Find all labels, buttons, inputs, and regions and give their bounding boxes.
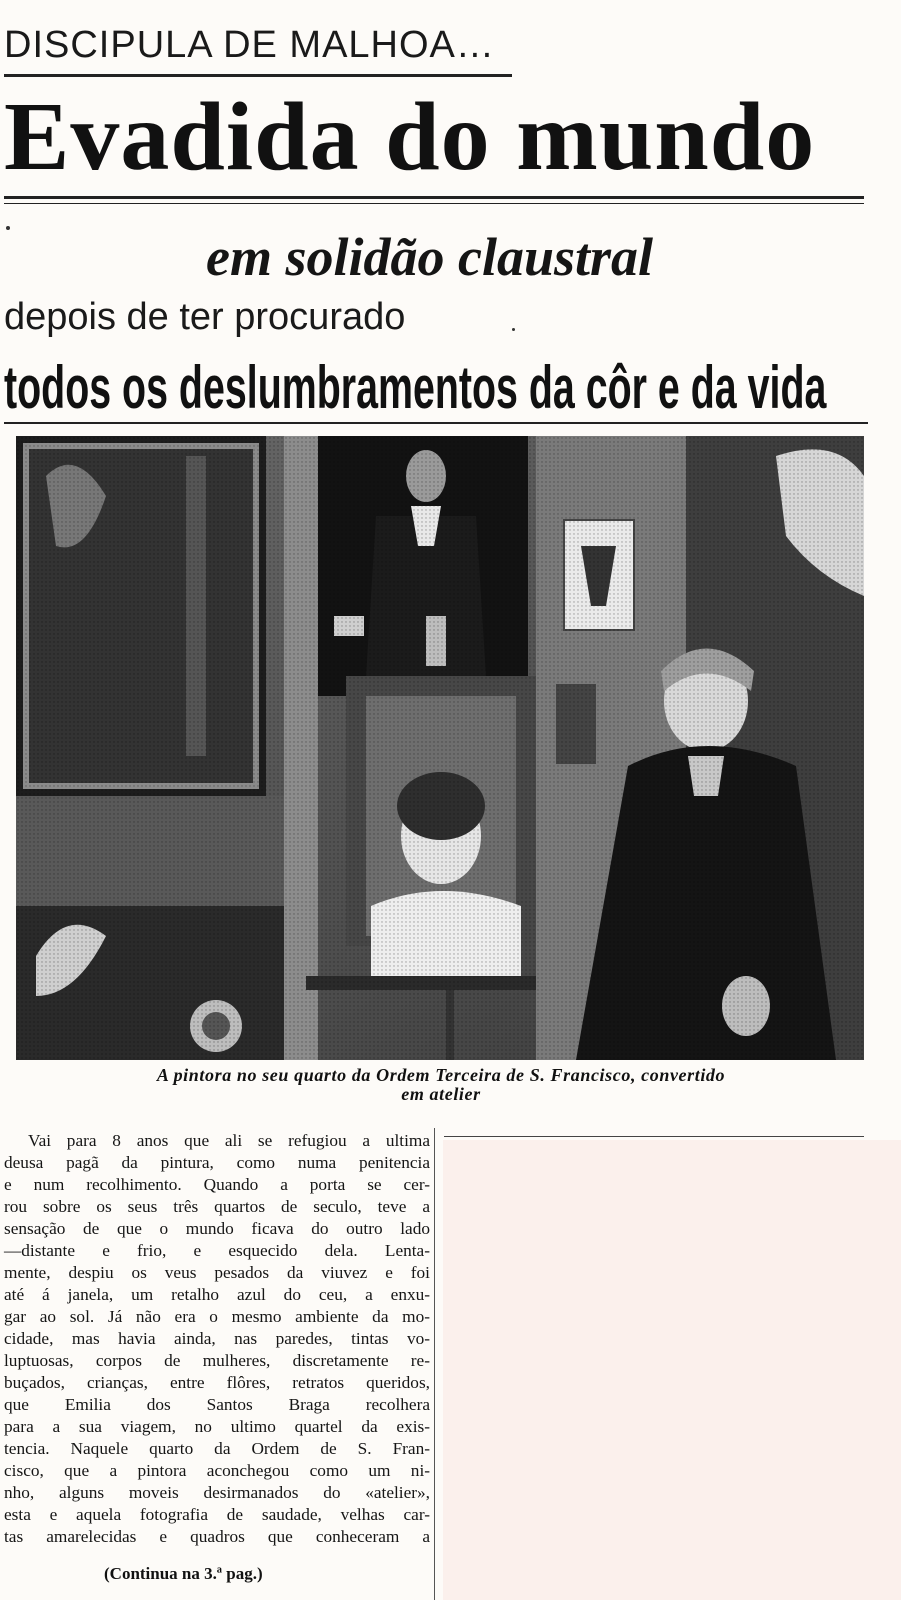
article-body: [4, 1130, 430, 1548]
article-line: nho, alguns moveis desirmanados do «atelier»,: [4, 1483, 430, 1502]
column-top-rule: [444, 1136, 864, 1137]
article-line: cisco, que a pintora aconchegou como um ni-: [4, 1461, 430, 1480]
article-line: —distante e frio, e esquecido dela. Lenta-: [4, 1241, 430, 1260]
print-speck: [6, 226, 10, 230]
article-line: que Emilia dos Santos Braga recolhera: [4, 1395, 430, 1414]
article-line: e num recolhimento. Quando a porta se cer-: [4, 1175, 430, 1194]
subhead-intro: depois de ter procurado: [4, 296, 406, 338]
caption-line-1: A pintora no seu quarto da Ordem Terceira de S. Francisco, convertido: [156, 1065, 726, 1085]
blank-column-area: [443, 1140, 901, 1600]
article-line: rou sobre os seus três quartos de seculo, teve a: [4, 1197, 430, 1216]
photo-illustration: [16, 436, 864, 1060]
subhead-italic: em solidão claustral: [206, 227, 654, 287]
article-line: tencia. Naquele quarto da Ordem de S. Fran-: [4, 1439, 430, 1458]
article-line: buçados, crianças, entre flôres, retratos queridos,: [4, 1373, 430, 1392]
article-line: luptuosas, corpos de mulheres, discretamente re-: [4, 1351, 430, 1370]
photo-caption: [16, 1066, 866, 1104]
caption-line-2: em atelier: [401, 1084, 481, 1104]
article-line: tas amarelecidas e quadros que conheceram a: [4, 1527, 430, 1546]
article-line: Vai para 8 anos que ali se refugiou a ultima: [28, 1131, 430, 1150]
subhead-rule: [4, 422, 868, 424]
article-line: mente, despiu os veus pesados da viuvez e foi: [4, 1263, 430, 1282]
headline-rule-thick: [4, 196, 864, 199]
article-line: esta e aquela fotografia de saudade, velhas car-: [4, 1505, 430, 1524]
print-speck-2: [512, 328, 515, 331]
headline-rule-thin: [4, 203, 864, 204]
column-divider: [434, 1128, 435, 1600]
article-line: para a sua viagem, no ultimo quartel da exis-: [4, 1417, 430, 1436]
section-kicker: DISCIPULA DE MALHOA…: [4, 24, 495, 66]
headline: Evadida do mundo: [4, 83, 816, 191]
kicker-underline: [4, 74, 512, 77]
subhead-bold: todos os deslumbramentos da côr e da vida: [4, 355, 827, 422]
article-line: deusa pagã da pintura, como numa penitencia: [4, 1153, 430, 1172]
article-line: cidade, mas havia ainda, nas paredes, tintas vo-: [4, 1329, 430, 1348]
article-line: sensação de que o mundo ficava do outro lado: [4, 1219, 430, 1238]
continuation-note: (Continua na 3.ª pag.): [104, 1564, 263, 1583]
article-line: gar ao sol. Já não era o mesmo ambiente da mo-: [4, 1307, 430, 1326]
article-line: até á janela, um retalho azul do ceu, a enxu-: [4, 1285, 430, 1304]
article-photo: [16, 436, 864, 1060]
